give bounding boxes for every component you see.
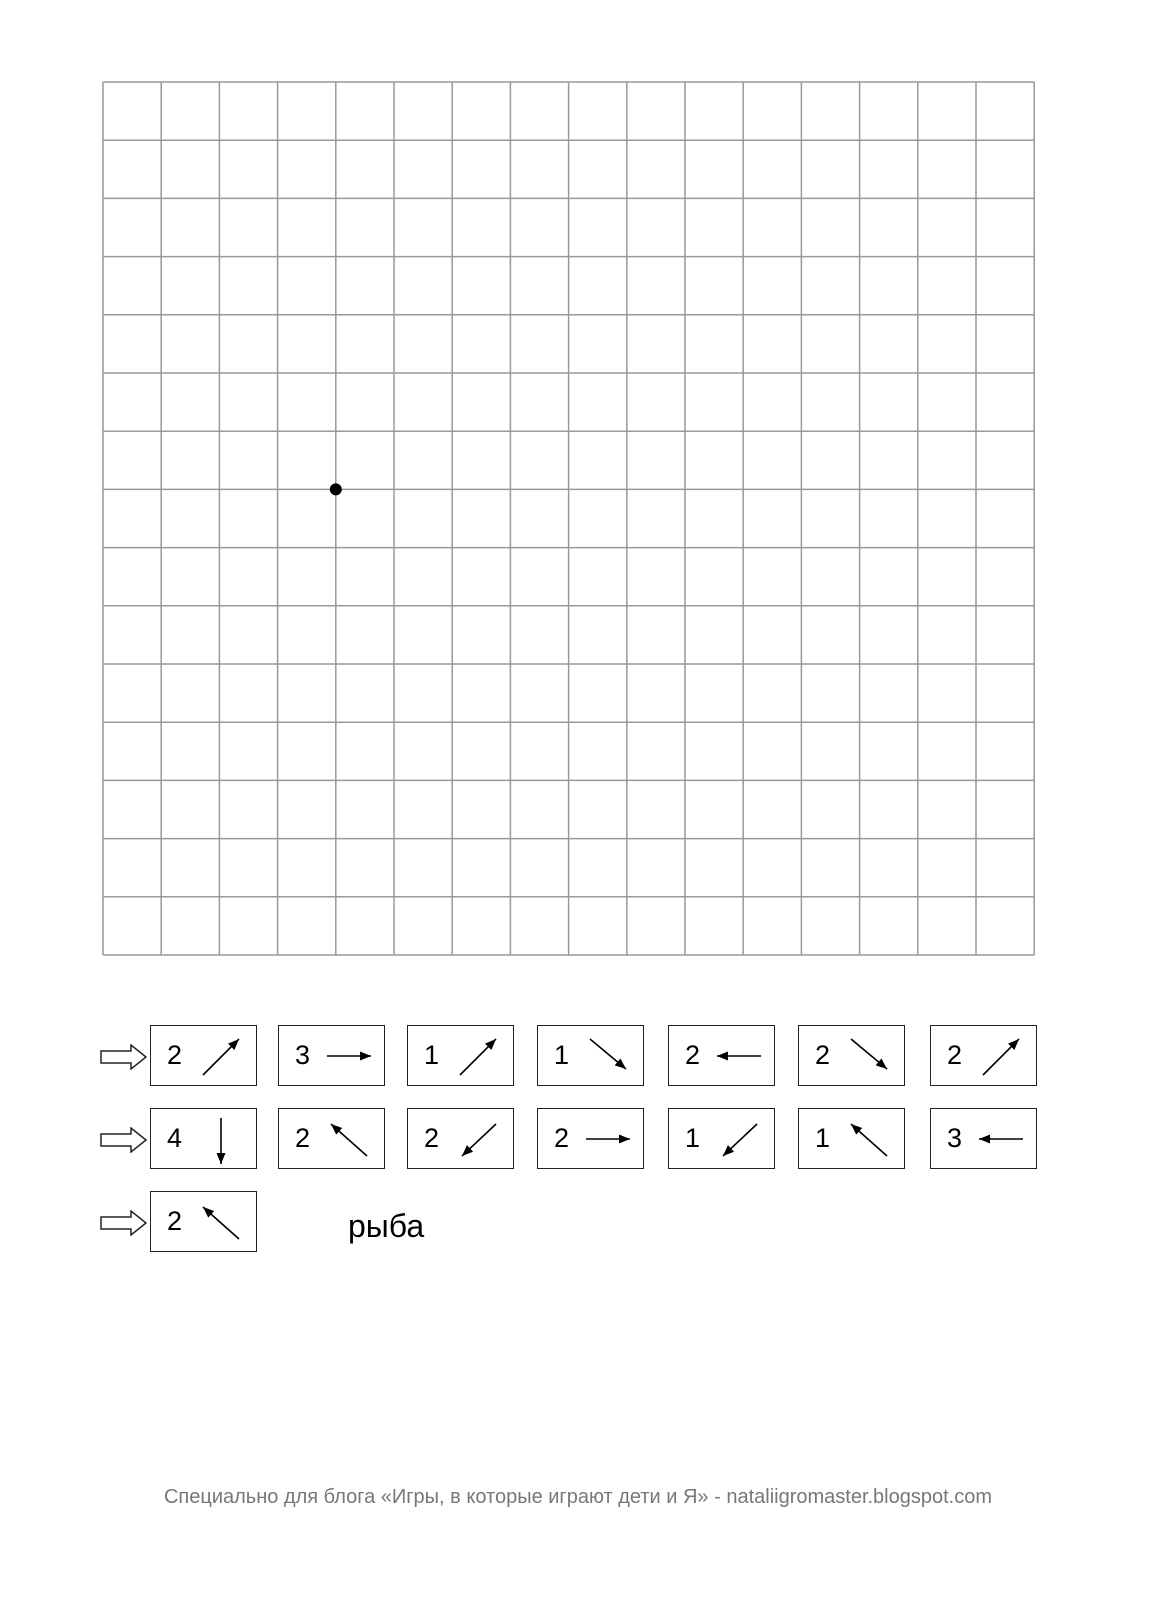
down-left-arrow-icon	[709, 1112, 771, 1166]
up-left-arrow-icon	[839, 1112, 901, 1166]
right-arrow-icon	[319, 1029, 381, 1083]
hollow-right-arrow-icon	[100, 1127, 148, 1153]
command-card	[278, 1108, 385, 1169]
hollow-right-arrow-icon	[100, 1044, 148, 1070]
command-card	[798, 1025, 905, 1086]
step-count: 2	[424, 1123, 440, 1153]
down-right-arrow-icon	[839, 1029, 901, 1083]
step-count: 3	[947, 1123, 963, 1153]
step-count: 2	[947, 1040, 963, 1070]
down-right-arrow-icon	[578, 1029, 640, 1083]
command-card	[278, 1025, 385, 1086]
command-card	[150, 1025, 257, 1086]
left-arrow-icon	[971, 1112, 1033, 1166]
down-left-arrow-icon	[448, 1112, 510, 1166]
step-count: 2	[685, 1040, 701, 1070]
step-count: 1	[554, 1040, 570, 1070]
command-card	[407, 1025, 514, 1086]
step-count: 2	[295, 1123, 311, 1153]
step-count: 2	[554, 1123, 570, 1153]
command-card	[407, 1108, 514, 1169]
up-right-arrow-icon	[971, 1029, 1033, 1083]
command-card	[930, 1108, 1037, 1169]
command-card	[668, 1108, 775, 1169]
step-count: 2	[167, 1040, 183, 1070]
answer-word: рыба	[348, 1208, 425, 1244]
step-count: 2	[167, 1206, 183, 1236]
up-left-arrow-icon	[191, 1195, 253, 1249]
up-right-arrow-icon	[191, 1029, 253, 1083]
step-count: 4	[167, 1123, 183, 1153]
command-card	[150, 1191, 257, 1252]
command-card	[537, 1108, 644, 1169]
step-count: 1	[815, 1123, 831, 1153]
left-arrow-icon	[709, 1029, 771, 1083]
step-count: 2	[815, 1040, 831, 1070]
command-card	[150, 1108, 257, 1169]
right-arrow-icon	[578, 1112, 640, 1166]
footer-credit: Специально для блога «Игры, в которые играют дети и Я» - nataliigromaster.blogspot.com	[163, 1486, 993, 1508]
command-card	[930, 1025, 1037, 1086]
command-card	[537, 1025, 644, 1086]
down-arrow-icon	[191, 1112, 253, 1166]
up-right-arrow-icon	[448, 1029, 510, 1083]
step-count: 3	[295, 1040, 311, 1070]
command-card	[798, 1108, 905, 1169]
command-card	[668, 1025, 775, 1086]
step-count: 1	[424, 1040, 440, 1070]
up-left-arrow-icon	[319, 1112, 381, 1166]
hollow-right-arrow-icon	[100, 1210, 148, 1236]
start-point-dot	[330, 483, 342, 495]
step-count: 1	[685, 1123, 701, 1153]
